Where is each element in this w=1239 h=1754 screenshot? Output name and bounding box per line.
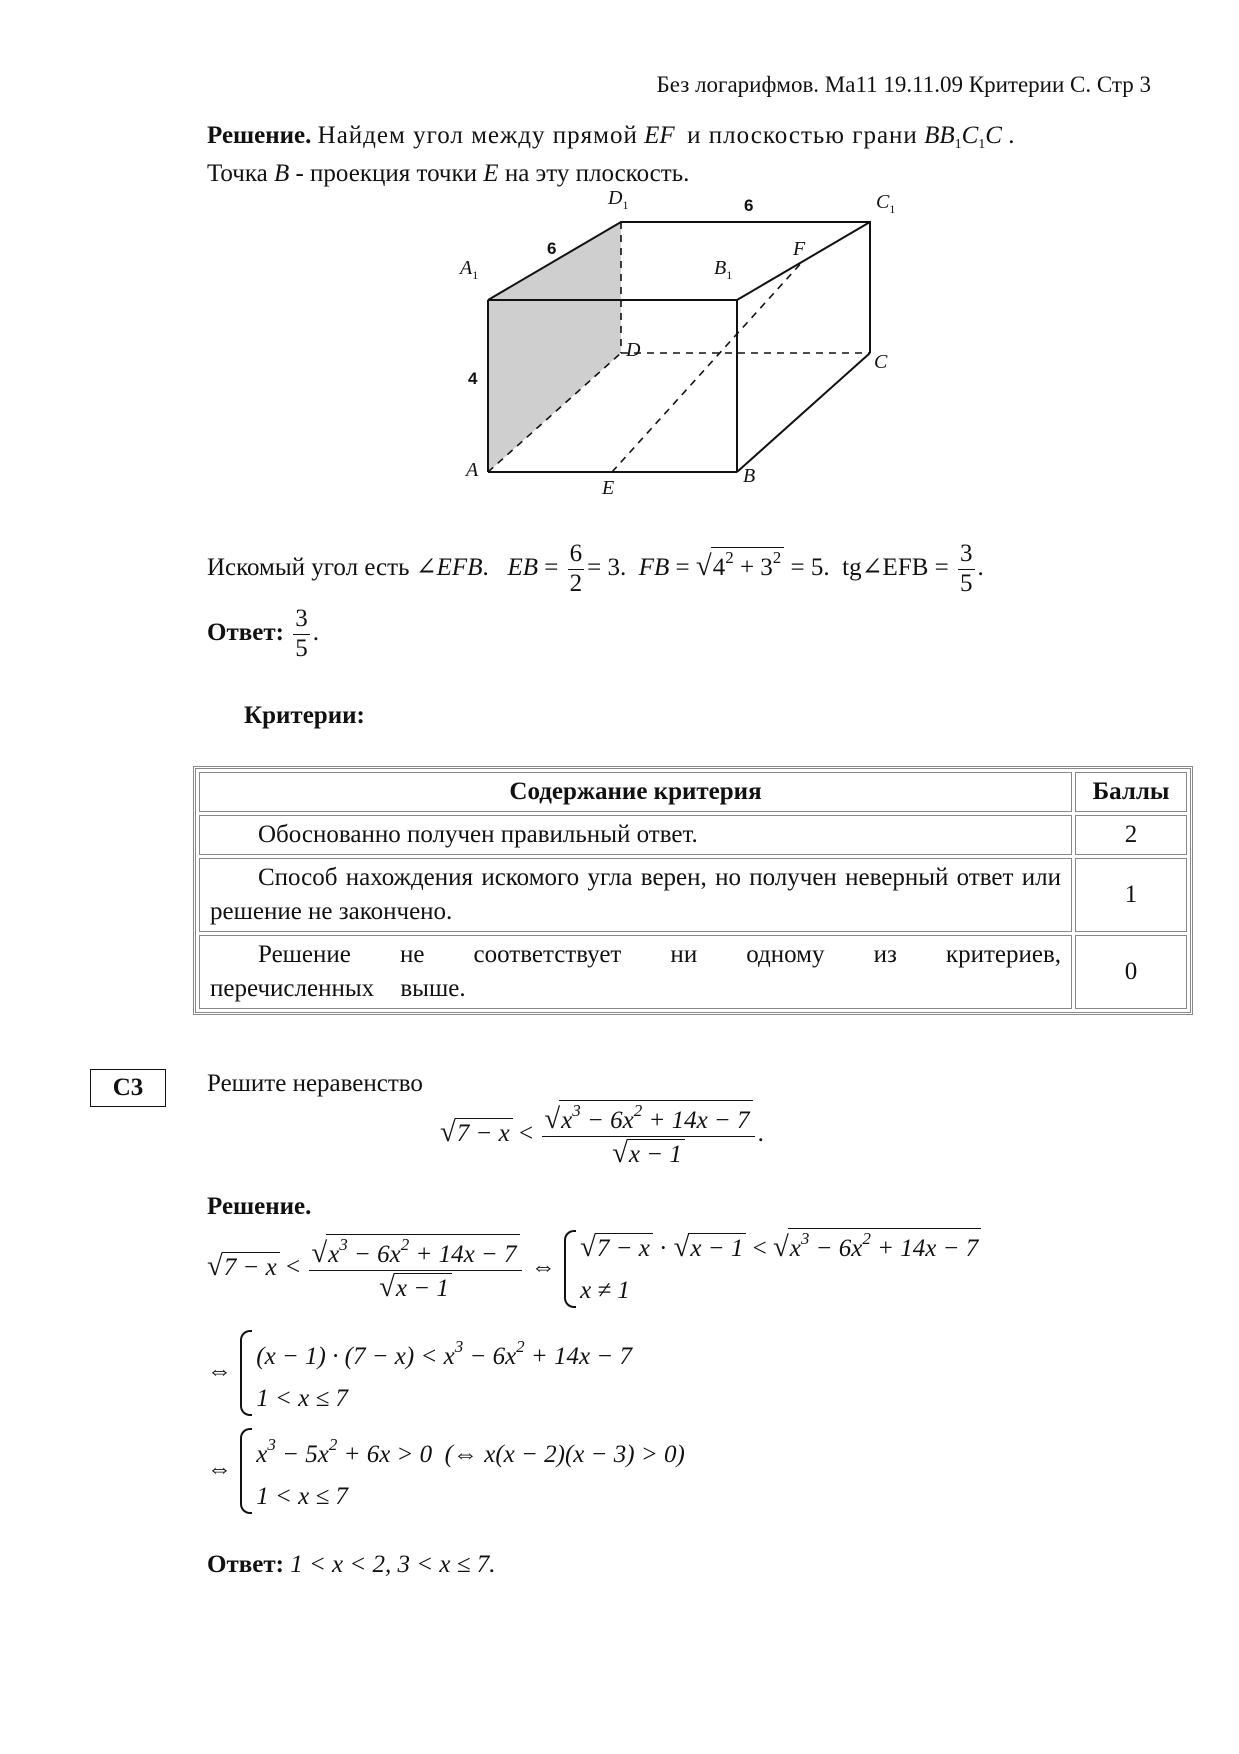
col-points: Баллы <box>1075 772 1187 812</box>
criterion-points: 0 <box>1075 935 1187 1009</box>
eb-result: = 3 <box>587 554 620 581</box>
criterion-text: Обоснованно получен правильный ответ. <box>199 815 1072 855</box>
fb-result: = 5 <box>790 554 824 581</box>
face-name: $BB_1C_1C$ <box>924 122 1002 152</box>
criteria-table <box>193 766 1193 1015</box>
sqrt-fb: $4^2 + 3^2$ <box>711 547 785 583</box>
label-c: C <box>874 351 888 373</box>
fraction-eb <box>568 540 585 599</box>
label-f: F <box>793 238 806 260</box>
tg-angle: tg∠EFB <box>842 554 929 581</box>
fraction-den: 2 <box>569 569 583 597</box>
var-ef: EF <box>644 122 675 149</box>
var-e: E <box>483 160 499 187</box>
edge-bc <box>737 353 870 472</box>
text-plane: на эту плоскость. <box>504 160 690 187</box>
angle-efb: ∠EFB <box>415 554 483 581</box>
answer-label: Ответ: <box>207 618 284 646</box>
label-c1: $C_1$ <box>876 191 896 216</box>
table-row <box>199 935 1187 1009</box>
solution-label: Решение. <box>207 122 312 149</box>
system-2: $(x - 1) \cdot (7 - x) < x^3 - 6x^2 + 14x - 7$ 1 < x ≤ 7 <box>238 1326 632 1420</box>
task-statement: Решите неравенство <box>207 1070 423 1097</box>
solution-2-label: Решение. <box>207 1193 312 1220</box>
criterion-points: 2 <box>1075 815 1187 855</box>
fraction-num: 3 <box>958 540 975 570</box>
fraction-den: 5 <box>960 569 973 597</box>
box-figure <box>440 190 910 510</box>
segment-ef <box>612 261 803 472</box>
criterion-text: Решение не соответствует ни одному из критериев, перечисленных выше. <box>199 935 1072 1009</box>
step-2: ⇔ $(x - 1) \cdot (7 - x) < x^3 - 6x^2 + 14x - 7$ 1 < x ≤ 7 <box>207 1326 632 1420</box>
answer-label: Ответ: <box>207 1551 284 1578</box>
table-header-row <box>199 772 1187 812</box>
fraction-num: 6 <box>568 540 585 570</box>
edge-b1c1 <box>737 222 870 300</box>
fraction-den: 5 <box>295 634 308 662</box>
answer-1: Ответ: $\frac{3}{5}$ . <box>207 605 319 662</box>
fb-lhs: FB <box>638 554 670 581</box>
var-b: B <box>273 160 290 187</box>
col-content: Содержание критерия <box>199 772 1072 812</box>
eb-lhs: EB <box>507 554 539 581</box>
angle-line: Искомый угол есть ∠EFB. EB = $\frac{6}{2}$ = 3. FB = $√4^2 + 3^2 = 5$. tg∠EFB = $\frac{3}{5}$ . <box>207 540 984 597</box>
label-a1: $A_1$ <box>460 257 479 282</box>
solution-line-2 <box>207 155 689 193</box>
page-header: Без логарифмов. Ма11 19.11.09 Критерии С. Стр 3 <box>656 72 1151 97</box>
inequality: √7 − x < $\frac{√x^3 - 6x^2 + 14x - 7}{√x - 1}$ . <box>440 1101 764 1170</box>
solution-line-1: Решение. Найдем угол между прямой EF и плоскостью грани $BB_1C_1C$ . <box>207 122 1015 152</box>
step-3: ⇔ $x^3 - 5x^2 + 6x > 0$ (⇔ x(x − 2)(x − 3) > 0) 1 < x ≤ 7 <box>207 1424 685 1518</box>
answer-value: 1 < x < 2, 3 < x ≤ 7. <box>290 1551 496 1578</box>
label-a: A <box>466 459 479 481</box>
criteria-title: Критерии: <box>244 702 365 729</box>
criterion-points: 1 <box>1075 858 1187 932</box>
angle-text: Искомый угол есть <box>207 554 410 581</box>
solution-text-2: и плоскостью грани <box>687 122 918 149</box>
step-1: √7 − x < $\frac{√x^3 - 6x^2 + 14x - 7}{√x - 1}$ ⇔ $√7 - x \cdot √x - 1 < √x^3 - 6x^2 + 14x - 7$ x ≠ 1 <box>207 1226 981 1312</box>
fraction-num: 3 <box>293 605 310 635</box>
edge-length-height: 4 <box>468 369 478 388</box>
table-row <box>199 858 1187 932</box>
criterion-text: Способ нахождения искомого угла верен, но получен неверный ответ или решение не закончено. <box>199 858 1072 932</box>
system-1: $√7 - x \cdot √x - 1 < √x^3 - 6x^2 + 14x - 7$ x ≠ 1 <box>562 1226 981 1312</box>
label-d: D <box>626 339 641 361</box>
answer-fraction <box>293 605 310 664</box>
label-e: E <box>602 477 615 499</box>
text-projection: - проекция точки <box>295 160 478 187</box>
edge-length-top: 6 <box>744 196 754 215</box>
answer-2 <box>207 1546 495 1584</box>
label-b1: $B_1$ <box>714 257 733 282</box>
task-badge: C3 <box>90 1069 166 1107</box>
inequality-fraction: $\frac{√x^3 - 6x^2 + 14x - 7}{√x - 1}$ <box>542 1100 754 1170</box>
edge-length-side: 6 <box>547 239 557 258</box>
table-row <box>199 815 1187 855</box>
system-3: $x^3 - 5x^2 + 6x > 0$ (⇔ x(x − 2)(x − 3) > 0) 1 < x ≤ 7 <box>238 1424 685 1518</box>
shaded-face <box>488 222 621 472</box>
fraction-tg <box>958 540 975 599</box>
text-point: Точка <box>207 160 268 187</box>
label-d1: $D_1$ <box>608 190 629 212</box>
label-b: B <box>743 465 756 487</box>
solution-text: Найдем угол между прямой <box>317 122 638 149</box>
